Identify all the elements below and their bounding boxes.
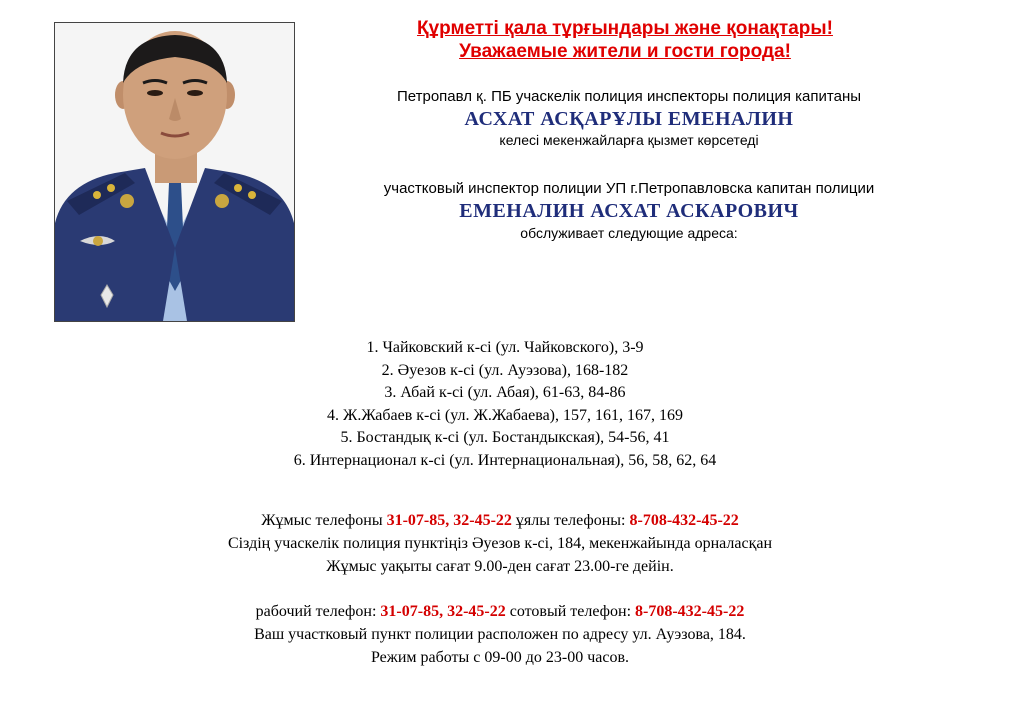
officer-name-ru: ЕМЕНАЛИН АСХАТ АСКАРОВИЧ [459,200,799,222]
address-item: 5. Бостандық к-сі (ул. Бостандыкская), 54-56, 41 [340,429,670,447]
officer-name-kz: АСХАТ АСҚАРҰЛЫ ЕМЕНАЛИН [464,108,794,130]
mobile-phone-label-kz: ұялы телефоны: [511,512,630,529]
work-phone-label-ru: рабочий телефон: [255,603,381,620]
location-line-ru: Ваш участковый пункт полиции расположен по адресу ул. Ауэзова, 184. [254,625,746,643]
officer-photo [54,22,295,322]
officer-intro-kz: Петропавл қ. ПБ учаскелік полиция инспекторы полиция капитаны [396,88,862,105]
address-item: 4. Ж.Жабаев к-сі (ул. Ж.Жабаева), 157, 161, 167, 169 [326,406,684,424]
location-line-kz: Сіздің учаскелік полиция пунктіңіз Әуезов к-сі, 184, мекенжайында орналасқан [227,534,773,552]
hours-line-kz: Жұмыс уақыты сағат 9.00-ден сағат 23.00-ге дейін. [326,557,674,575]
mobile-phone-number-ru: 8-708-432-45-22 [635,603,745,620]
contact-block-kz [150,510,850,578]
work-phone-numbers-kz: 31-07-85, 32-45-22 [386,512,512,529]
officer-portrait-illustration [55,23,294,321]
officer-subtitle-kz: келесі мекенжайларға қызмет көрсетеді [499,132,759,148]
officer-subtitle-ru: обслуживает следующие адреса: [520,225,738,241]
hours-line-ru: Режим работы с 09-00 до 23-00 часов. [370,648,629,666]
greeting-heading-kz: Құрметті қала тұрғындары және қонақтары! [417,18,833,39]
phones-line-kz [150,510,850,533]
phones-line-ru [150,601,850,624]
mobile-phone-number-kz: 8-708-432-45-22 [629,512,739,529]
work-phone-numbers-ru: 31-07-85, 32-45-22 [380,603,506,620]
work-phone-label-kz: Жұмыс телефоны [261,512,387,529]
address-item: 3. Абай к-сі (ул. Абая), 61-63, 84-86 [384,384,626,402]
contact-block-ru [150,601,850,669]
greeting-heading-ru: Уважаемые жители и гости города! [459,41,791,62]
officer-intro-ru: участковый инспектор полиции УП г.Петропавловска капитан полиции [383,180,875,197]
address-list [180,337,830,473]
address-item: 2. Әуезов к-сі (ул. Ауэзова), 168-182 [381,361,629,379]
address-item: 6. Интернационал к-сі (ул. Интернациональная), 56, 58, 62, 64 [293,451,717,469]
address-item: 1. Чайковский к-сі (ул. Чайковского), 3-9 [366,339,644,356]
mobile-phone-label-ru: сотовый телефон: [505,603,636,620]
